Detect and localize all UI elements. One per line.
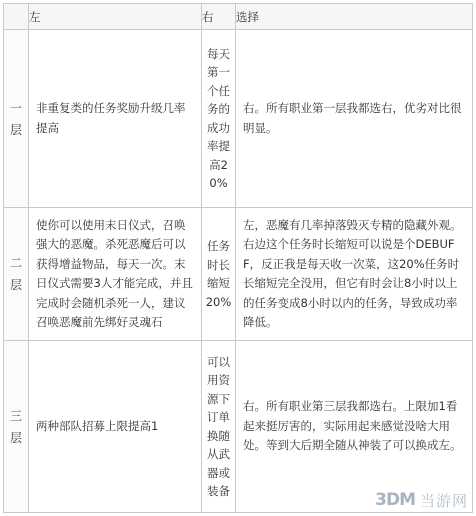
- table-row: [4, 341, 473, 513]
- table-row: [4, 30, 473, 208]
- watermark-site-name: 当游网: [419, 491, 468, 510]
- left-option-cell: 使你可以使用末日仪式，召唤强大的恶魔。杀死恶魔后可以获得增益物品，每天一次。末日仪式需要3人才能完成，并且完成时会随机杀死一人，建议召唤恶魔前先绑好灵魂石: [29, 208, 202, 341]
- site-watermark: [375, 488, 468, 512]
- left-option-cell: 非重复类的任务奖励升级几率提高: [29, 30, 202, 208]
- layer-label: 一层: [9, 100, 22, 137]
- choice-cell: 左，恶魔有几率掉落毁灭专精的隐藏外观。右边这个任务时长缩短可以说是个DEBUFF，反正我是每天收一次菜，这20%任务时长缩短完全没用，但它有时会让8小时以上的任务变成8小时以内的任务，导致成功率降低。: [236, 208, 473, 341]
- right-option-cell: [202, 341, 236, 513]
- left-option-cell: 两种部队招募上限提高1: [29, 341, 202, 513]
- right-option-cell: [202, 30, 236, 208]
- layer-cell: [4, 30, 29, 208]
- header-row: [4, 4, 473, 30]
- choice-cell: 右。所有职业第一层我都选右，优劣对比很明显。: [236, 30, 473, 208]
- right-option-text: 每天第一个任务的成功率提高20%: [207, 46, 230, 190]
- right-option-text: 任务时长缩短20%: [205, 239, 232, 309]
- layer-cell: [4, 341, 29, 513]
- layer-cell: [4, 208, 29, 341]
- header-left: 左: [29, 4, 202, 30]
- choice-cell: 右。所有职业第三层我都选右。上限加1看起来挺厉害的，实际用起来感觉没啥大用处。等到大后期全随从神装了可以换成左。: [236, 341, 473, 513]
- layer-label: 二层: [9, 256, 22, 292]
- table-row: [4, 208, 473, 341]
- header-layer: [4, 4, 29, 30]
- right-option-cell: [202, 208, 236, 341]
- header-choice: 选择: [236, 4, 473, 30]
- layer-label: 三层: [9, 408, 22, 445]
- comparison-table: [3, 3, 473, 513]
- header-right: 右: [202, 4, 236, 30]
- right-option-text: 可以用资源下订单换随从武器或装备: [207, 354, 230, 498]
- watermark-logo: 3DM: [375, 490, 415, 510]
